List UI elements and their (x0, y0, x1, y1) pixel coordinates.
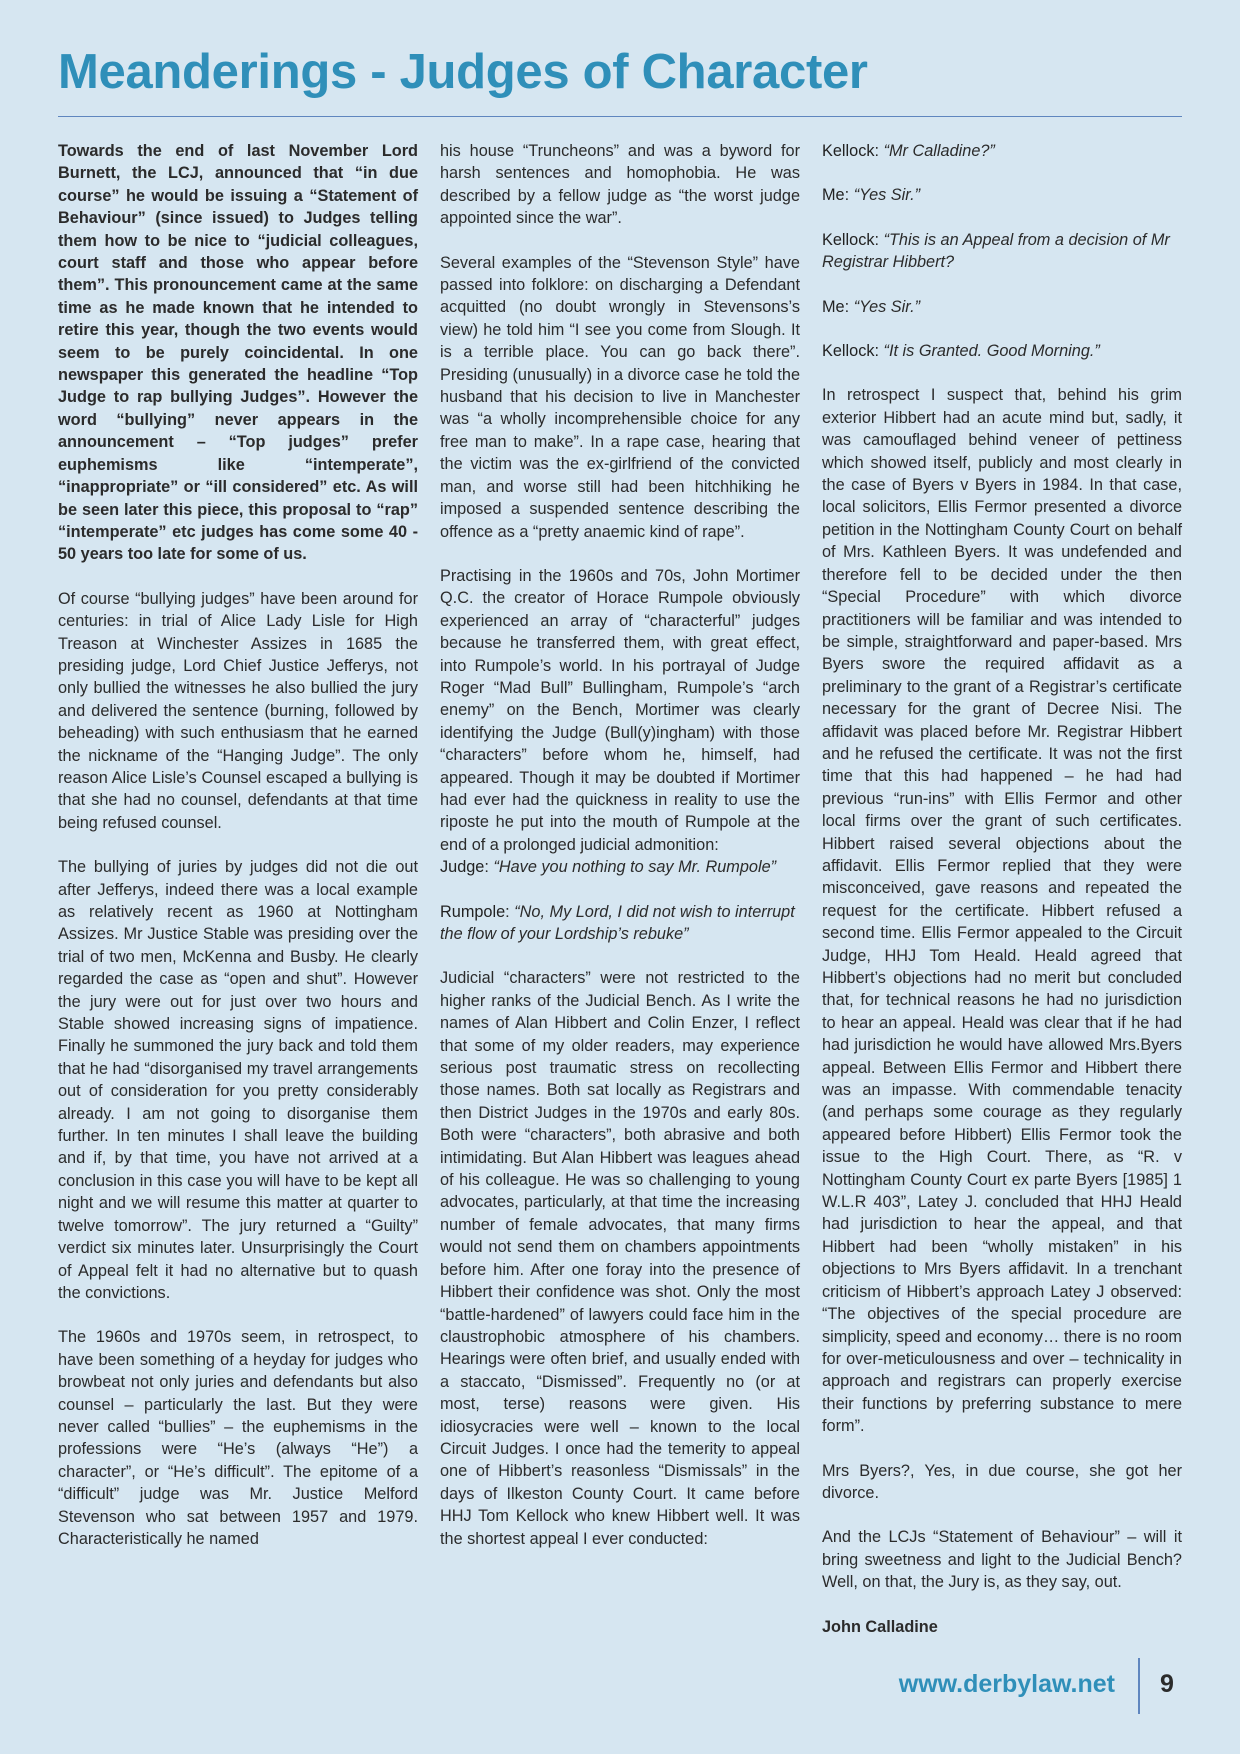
website-link[interactable]: www.derbylaw.net (898, 1670, 1115, 1698)
dialogue-speaker: Kellock (822, 142, 875, 160)
paragraph: Of course “bullying judges” have been around for centuries: in trial of Alice Lady Lisle for High Treason at Winchester Assizes in 1685 the presiding judge, Lord Chief Justice Jefferys, not only bullied the witnesses he also bullied the jury and delivered the sentence (burning, followed by beheading) with such enthusiasm that he earned the nickname of the “Hanging Judge”. The only reason Alice Lisle’s Counsel escaped a bullying is that she had no counsel, defendants at that time being refused counsel. (58, 589, 418, 832)
dialogue-line: Me: “Yes Sir.” (822, 297, 921, 316)
dialogue-speaker: Kellock: (822, 342, 880, 361)
dialogue-line: Rumpole: “No, My Lord, I did not wish to interrupt the flow of your Lordship’s rebuke” (440, 902, 795, 943)
paragraph: Practising in the 1960s and 70s, John Mortimer Q.C. the creator of Horace Rumpole obviously experienced an array of “characterful” judges because he transferred them, with great effect, into Rumpole’s world. In his portrayal of Judge Roger “Mad Bull” Bullingham, Rumpole’s “arch enemy” on the Bench, Mortimer was clearly identifying the Judge (Bull(y)ingham) with those “characters” before whom he, himself, had appeared. Though it may be doubted if Mortimer had ever had the quickness in reality to use the riposte he put into the mouth of Rumpole at the end of a prolonged judicial admonition: (440, 566, 800, 854)
paragraph: his house “Truncheons” and was a byword for harsh sentences and homophobia. He was described by a fellow judge as “the worst judge appointed since the war”. (440, 142, 800, 228)
paragraph: The bullying of juries by judges did not die out after Jefferys, indeed there was a local example as relatively recent as 1960 at Nottingham Assizes. Mr Justice Stable was presiding over the trial of two men, McKenna and Busby. He clearly regarded the case as “open and shut”. However the jury were out for just over two hours and Stable showed increasing signs of impatience. Finally he summoned the jury back and told them that he had “disorganised my travel arrangements out of consideration for you pretty considerably already. I am not going to disorganise them further. In ten minutes I shall leave the building and if, by that time, you have not arrived at a conclusion in this case you will have to be kept all night and we will resume this matter at quarter to twelve tomorrow”. The jury returned a “Guilty” verdict six minutes later. Unsurprisingly the Court of Appeal felt it had no alternative but to quash the convictions. (58, 858, 418, 1302)
column-1 (58, 140, 418, 1550)
dialogue-line: Me: “Yes Sir.” (822, 186, 921, 205)
dialogue-text: “Have you nothing to say Mr. Rumpole” (493, 858, 777, 877)
dialogue-text: “Mr Calladine?” (883, 142, 995, 160)
dialogue-speaker: Rumpole (440, 902, 506, 921)
dialogue-speaker: Kellock (822, 230, 875, 249)
paragraph: The 1960s and 1970s seem, in retrospect, to have been something of a heyday for judges who browbeat not only juries and defendants but also counsel – particularly the last. But they were never called “bullies” – the euphemisms in the professions were “He’s (always “He”) a character”, or “He’s difficult”. The epitome of a “difficult” judge was Mr. Justice Melford Stevenson who sat between 1957 and 1979. Characteristically he named (58, 1328, 418, 1548)
lead-paragraph: Towards the end of last November Lord Burnett, the LCJ, announced that “in due course” he would be issuing a “Statement of Behaviour” (since issued) to Judges telling them how to be nice to “judicial colleagues, court staff and those who appear before them”. This pronouncement came at the same time as he made known that he intended to retire this year, though the two events would seem to be purely coincidental. In one newspaper this generated the headline “Top Judge to rap bullying Judges”. However the word “bullying” never appears in the announcement – “Top judges” prefer euphemisms like “intemperate”, “inappropriate” or “ill considered” etc. As will be seen later this piece, this proposal to “rap” “intemperate” etc judges has come some 40 - 50 years too late for some of us. (58, 142, 418, 564)
page-number: 9 (1160, 1670, 1174, 1698)
dialogue-text: “It is Granted. Good Morning.” (883, 342, 1100, 361)
title-rule (58, 116, 1182, 117)
dialogue-text: “Yes Sir.” (853, 297, 921, 316)
dialogue-speaker: Judge (440, 858, 485, 877)
paragraph: Mrs Byers?, Yes, in due course, she got her divorce. (822, 1461, 1182, 1502)
paragraph: Several examples of the “Stevenson Style” have passed into folklore: on discharging a Defendant acquitted (no doubt wrongly in Stevensons’s view) he told him “I see you come from Slough. It is a terrible place. You can go back there”. Presiding (unusually) in a divorce case he told the husband that his decision to live in Manchester was “a wholly incomprehensible choice for any free man to make”. In a rape case, hearing that the victim was the ex-girlfriend of the convicted man, and worse still had been hitchhiking he imposed a suspended sentence describing the offence as a “pretty anaemic kind of rape”. (440, 253, 800, 541)
paragraph: In retrospect I suspect that, behind his grim exterior Hibbert had an acute mind but, sadly, it was camouflaged behind veneer of pettiness which showed itself, publicly and most clearly in the case of Byers v Byers in 1984. In that case, local solicitors, Ellis Fermor presented a divorce petition in the Nottingham County Court on behalf of Mrs. Kathleen Byers. It was undefended and therefore fell to be decided under the then “Special Procedure” with which divorce practitioners will be familiar and was intended to be simple, straightforward and paper-based. Mrs Byers swore the required affidavit as a preliminary to the grant of a Registrar’s certificate necessary for the grant of Decree Nisi. The affidavit was placed before Mr. Registrar Hibbert and he refused the certificate. It was not the first time that this had happened – he had had previous “run-ins” with Ellis Fermor and other local firms over the grant of such certificates. Hibbert raised several objections about the affidavit. Ellis Fermor replied that they were misconceived, gave reasons and repeated the request for the certificate. Hibbert refused a second time. Ellis Fermor appealed to the Circuit Judge, HHJ Tom Heald. Heald agreed that Hibbert’s objections had no merit but concluded that, for technical reasons he had no jurisdiction to hear an appeal. Heald was clear that if he had had jurisdiction he would have allowed Mrs.Byers appeal. Between Ellis Fermor and Hibbert there was an impasse. With commendable tenacity (and perhaps some courage as they regularly appeared before Hibbert) Ellis Fermor took the issue to the High Court. There, as “R. v Nottingham County Court ex parte Byers [1985] 1 W.L.R 403”, Latey J. concluded that HHJ Heald had jurisdiction to hear the appeal, and that Hibbert had been “wholly mistaken” in his objections to Mrs Byers affidavit. In a trenchant criticism of Hibbert’s approach Latey J observed: “The objectives of the special procedure are simplicity, speed and economy… there is no room for over-meticulousness and over – technicality in approach and registrars can properly exercise their functions by preferring substance to mere form”. (822, 386, 1182, 1436)
dialogue-speaker: Me (822, 186, 845, 205)
dialogue-text: “This is an Appeal from a decision of Mr Registrar Hibbert? (822, 230, 1170, 272)
paragraph: Judicial “characters” were not restricted to the higher ranks of the Judicial Bench. As I write the names of Alan Hibbert and Colin Enzer, I reflect that some of my older readers, may experience serious post traumatic stress on recollecting those names. Both sat locally as Registrars and then District Judges in the 1970s and early 80s. Both were “characters”, both abrasive and both intimidating. But Alan Hibbert was leagues ahead of his colleague. He was so challenging to young advocates, particularly, at that time the increasing number of female advocates, that many firms would not send them on chambers appointments before him. After one foray into the presence of Hibbert their confidence was shot. Only the most “battle-hardened” of lawyers could face him in the claustrophobic atmosphere of his chambers. Hearings were often brief, and usually ended with a staccato, “Dismissed”. Frequently no (or at most, terse) reasons were given. His idiosycracies were well – known to the local Circuit Judges. I once had the temerity to appeal one of Hibbert’s reasonless “Dismissals” in the days of Ilkeston County Court. It came before HHJ Tom Kellock who knew Hibbert well. It was the shortest appeal I ever conducted: (440, 969, 800, 1548)
paragraph: And the LCJs “Statement of Behaviour” – will it bring sweetness and light to the Judicial Bench? Well, on that, the Jury is, as they say, out. (822, 1528, 1182, 1592)
dialogue-text: “No, My Lord, I did not wish to interrupt the flow of your Lordship’s rebuke” (440, 902, 795, 943)
page-title: Meanderings - Judges of Character (58, 45, 868, 99)
author-signature: John Calladine (822, 1617, 938, 1636)
column-2 (440, 140, 800, 1550)
footer-divider (1138, 1658, 1140, 1714)
dialogue-line: Judge: “Have you nothing to say Mr. Rumpole” (440, 858, 777, 877)
dialogue-line: Kellock: “Mr Calladine?” (822, 142, 995, 160)
dialogue-line: Kellock: “This is an Appeal from a decision of Mr Registrar Hibbert? (822, 230, 1170, 272)
dialogue-line (822, 340, 1182, 362)
dialogue-text: “Yes Sir.” (853, 186, 921, 205)
column-3 (822, 140, 1182, 1660)
dialogue-speaker: Me (822, 297, 845, 316)
